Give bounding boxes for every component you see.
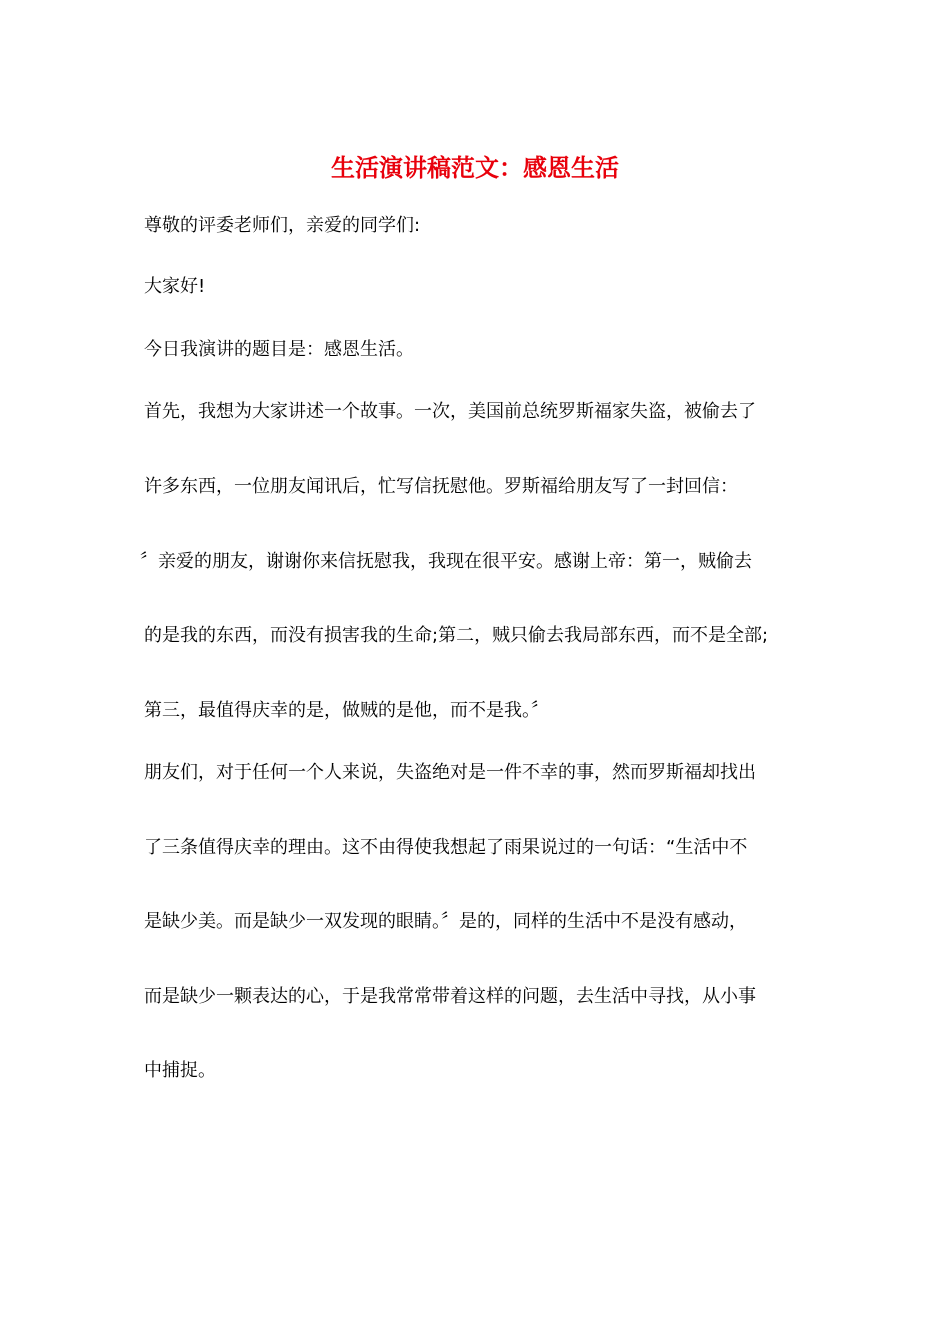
paragraph-line: 许多东西，一位朋友闻讯后，忙写信抚慰他。罗斯福给朋友写了一封回信： [144, 476, 738, 497]
document-title: 生活演讲稿范文：感恩生活 [331, 153, 619, 182]
paragraph-line: 是缺少美。而是缺少一双发现的眼睛。〞是的，同样的生活中不是没有感动， [144, 911, 747, 932]
paragraph-line: 中捕捉。 [144, 1060, 216, 1081]
greeting-line: 大家好! [144, 276, 206, 297]
paragraph-line: 〞亲爱的朋友，谢谢你来信抚慰我，我现在很平安。感谢上帝：第一，贼偷去 [140, 551, 752, 572]
topic-line: 今日我演讲的题目是：感恩生活。 [144, 339, 414, 360]
paragraph-line: 的是我的东西，而没有损害我的生命;第二，贼只偷去我局部东西，而不是全部; [144, 625, 769, 646]
paragraph-line: 了三条值得庆幸的理由。这不由得使我想起了雨果说过的一句话：“生活中不 [144, 837, 748, 858]
paragraph-line: 而是缺少一颗表达的心，于是我常常带着这样的问题，去生活中寻找，从小事 [144, 986, 756, 1007]
paragraph-line: 首先，我想为大家讲述一个故事。一次，美国前总统罗斯福家失盗，被偷去了 [144, 401, 756, 422]
salutation-line: 尊敬的评委老师们，亲爱的同学们: [144, 215, 421, 236]
paragraph-line: 朋友们，对于任何一个人来说，失盗绝对是一件不幸的事，然而罗斯福却找出 [144, 762, 756, 783]
paragraph-line: 第三，最值得庆幸的是，做贼的是他，而不是我。〞 [144, 700, 549, 721]
